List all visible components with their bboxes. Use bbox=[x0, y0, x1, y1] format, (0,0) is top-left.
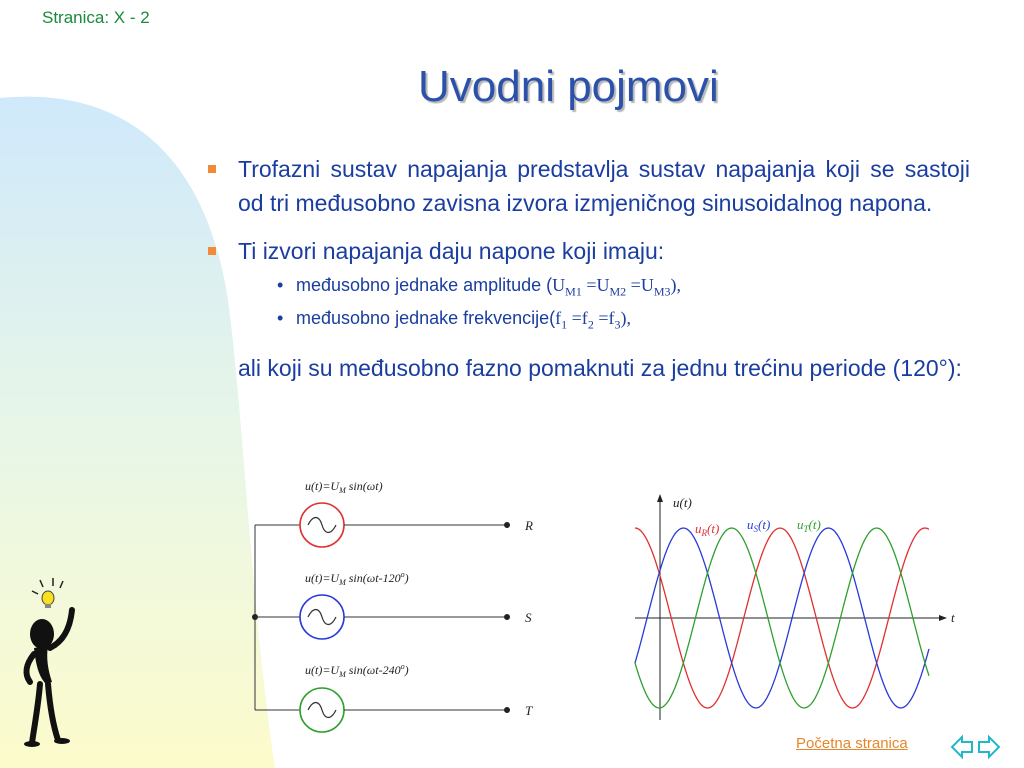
terminal-label: T bbox=[525, 703, 533, 718]
content-area bbox=[205, 152, 970, 385]
right-arrow-icon[interactable] bbox=[975, 732, 1001, 762]
x-axis-label: t bbox=[951, 610, 955, 625]
amplitude-formula: $U_{M1} =U_{M2} =U_{M3}$ bbox=[552, 275, 671, 299]
bullet-marker bbox=[208, 247, 216, 255]
sub-item-text: međusobno jednake frekvencije( bbox=[296, 307, 556, 328]
three-phase-circuit-diagram bbox=[245, 478, 545, 740]
bullet-text: Ti izvori napajanja daju napone koji imaju: bbox=[238, 238, 665, 264]
series-label-ur: $u_R(t)$ bbox=[695, 521, 720, 538]
source-formula-s: $u(t)=U_M$ sin(ωt-120$^o$) bbox=[305, 570, 409, 587]
bullet-text: Trofazni sustav napajanja predstavlja sustav napajanja koji se sastoji od tri međusobno zavisna izvora izmjeničnog sinusoidalnog napona. bbox=[238, 156, 970, 216]
sub-item-suffix: ), bbox=[670, 275, 681, 295]
source-s bbox=[252, 570, 532, 639]
sub-item-suffix: ), bbox=[620, 307, 631, 328]
page-number-label: Stranica: X - 2 bbox=[42, 8, 150, 27]
series-label-ut: $u_T(t)$ bbox=[797, 517, 821, 534]
source-t bbox=[255, 662, 533, 732]
home-page-link[interactable]: Početna stranica bbox=[796, 735, 908, 752]
series-label-us: $u_S(t)$ bbox=[747, 517, 771, 534]
three-phase-waveform-plot bbox=[625, 490, 970, 725]
source-formula-t: $u(t)=U_M$ sin(ωt-240$^o$) bbox=[305, 662, 409, 679]
y-axis-label: u(t) bbox=[673, 495, 692, 510]
slide-title: Uvodni pojmovi bbox=[418, 62, 719, 111]
sub-bullet-dot: • bbox=[277, 307, 284, 328]
source-formula-r: $u(t)=U_M$ sin(ωt) bbox=[305, 479, 383, 495]
terminal-label: S bbox=[525, 610, 532, 625]
sub-item-text: međusobno jednake amplitude ( bbox=[296, 275, 553, 295]
sub-bullet-dot: • bbox=[277, 275, 284, 295]
sub-list-item bbox=[205, 272, 970, 305]
sub-list-item bbox=[205, 305, 970, 338]
bullet-item bbox=[205, 152, 970, 220]
bullet-marker bbox=[208, 165, 216, 173]
bullet-item bbox=[205, 234, 970, 268]
frequency-formula: $f_1 =f_2 =f_3$ bbox=[555, 307, 621, 332]
left-arrow-icon[interactable] bbox=[950, 732, 974, 762]
terminal-label: R bbox=[525, 518, 533, 533]
continuation-text: ali koji su međusobno fazno pomaknuti za jednu trećinu periode (120°): bbox=[238, 355, 962, 382]
source-r bbox=[255, 479, 533, 547]
thinking-figure-with-lightbulb-icon bbox=[18, 578, 98, 748]
